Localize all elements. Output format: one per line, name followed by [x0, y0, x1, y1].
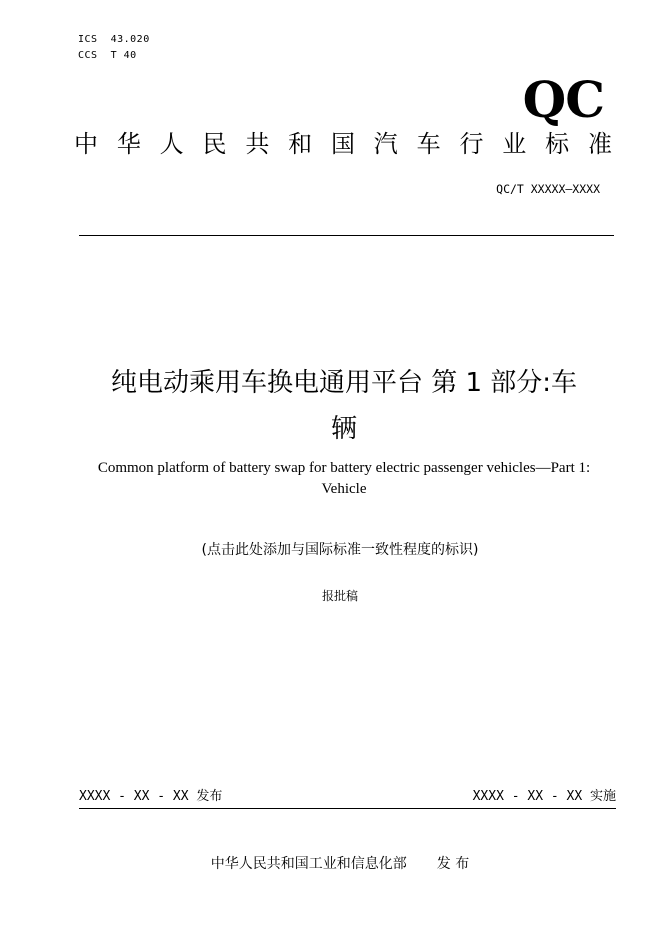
industry-char: 车 — [416, 130, 441, 158]
chinese-title-line-2: 辆 — [330, 414, 357, 444]
industry-char: 行 — [459, 130, 484, 158]
industry-char: 中 — [74, 130, 98, 158]
draft-status: 报批稿 — [321, 589, 358, 603]
issuer-name: 中华人民共和国工业和信息化部 — [210, 856, 407, 872]
industry-char: 和 — [288, 130, 313, 158]
implementation-date: XXXX - XX - XX 实施 — [472, 789, 616, 804]
industry-standard-heading — [74, 126, 612, 162]
industry-char: 共 — [245, 130, 270, 158]
chinese-title — [70, 360, 618, 452]
industry-char: 业 — [502, 130, 527, 158]
english-title-line-1: Common platform of battery swap for battery electric passenger vehicles—Part 1: — [97, 460, 591, 476]
consistency-placeholder[interactable]: (点击此处添加与国际标准一致性程度的标识) — [201, 542, 479, 558]
standard-number: QC/T XXXXX—XXXX — [496, 182, 600, 196]
issue-date: XXXX - XX - XX 发布 — [79, 789, 223, 804]
ics-code: ICS 43.020 — [78, 34, 150, 45]
industry-char: 汽 — [373, 130, 398, 158]
chinese-title-line-1: 纯电动乘用车换电通用平台 第 1 部分:车 — [110, 368, 578, 398]
industry-char: 民 — [202, 130, 227, 158]
industry-char: 标 — [545, 130, 570, 158]
header-divider — [79, 235, 614, 236]
industry-char: 华 — [116, 130, 141, 158]
english-title — [80, 458, 608, 500]
industry-char: 国 — [330, 130, 355, 158]
issuer-action: 发 布 — [436, 856, 470, 872]
ccs-code: CCS T 40 — [78, 50, 137, 61]
footer-divider — [79, 808, 616, 809]
industry-char: 人 — [159, 130, 184, 158]
industry-char: 准 — [587, 130, 612, 158]
qc-logo: QC — [522, 70, 604, 129]
classification-codes — [78, 32, 150, 64]
issuing-authority — [80, 852, 600, 876]
english-title-line-2: Vehicle — [321, 481, 367, 497]
